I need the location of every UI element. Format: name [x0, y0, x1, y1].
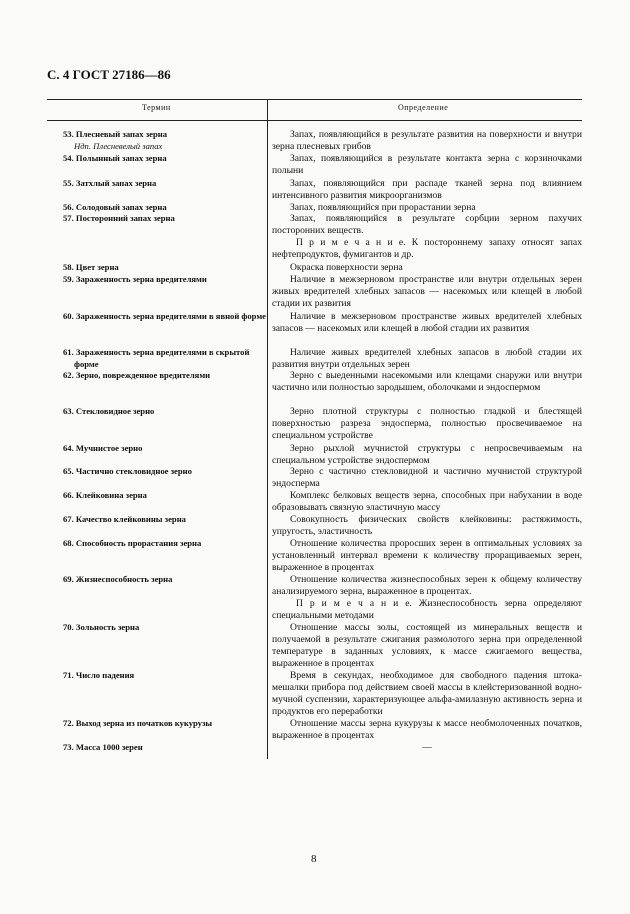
term-name: Цвет зерна: [75, 262, 119, 272]
term-definition: Отношение количества проросших зерен в оптимальных условиях за установленный интервал времени к количеству проращиваемых зерен, выраженное в процентах: [272, 538, 582, 573]
term-definition: Запах, появляющийся при прорастании зерна: [290, 202, 476, 213]
term-definition: Зерно плотной структуры с полностью гладкой и блестящей поверхностью разреза эндосперма, полностью просвечиваемое на специальном устройстве: [272, 406, 582, 441]
term-number: 73.: [63, 742, 74, 752]
term-number: 54.: [63, 153, 74, 163]
term-number: 53.: [63, 129, 74, 139]
term-name: Зараженность зерна вредителями в скрытой форме: [74, 347, 250, 369]
term-name: Плесневый запах зерна: [75, 129, 167, 139]
term-definition: Отношение массы зерна кукурузы к массе необмолоченных початков, выраженное в процентах: [272, 718, 582, 741]
term-number: 71.: [63, 670, 74, 680]
term-number: 70.: [63, 622, 74, 632]
term-number: 58.: [63, 262, 74, 272]
page-number: 8: [311, 853, 317, 865]
term-number: 60.: [63, 311, 74, 321]
term-number: 65.: [63, 466, 74, 476]
column-header-definition: Определение: [398, 103, 449, 112]
term-name: Жизнеспособность зерна: [75, 574, 173, 584]
term-name: Стекловидное зерно: [75, 406, 155, 416]
term-definition: Зерно с частично стекловидной и частично мучнистой структурой эндосперма: [272, 466, 582, 489]
term-number: 66.: [63, 490, 74, 500]
table-top-rule: [47, 99, 582, 100]
term-number: 72.: [63, 718, 74, 728]
term-definition: Совокупность физических свойств клейковины: растяжимость, упругость, эластичность: [272, 514, 582, 537]
term-name: Солодовый запах зерна: [75, 202, 167, 212]
term-note: П р и м е ч а н и е. Жизнеспособность зерна определяют специальными методами: [272, 597, 582, 621]
term-definition: Запах, появляющийся в результате сорбции зерном пахучих посторонних веществ.: [272, 213, 582, 236]
term-alt-name: Ндп. Плесневелый запах: [74, 140, 163, 151]
term-definition: Запах, появляющийся в результате развития на поверхности и внутри зерна плесневых грибов: [272, 129, 582, 152]
term-name: Посторонний запах зерна: [75, 213, 175, 223]
term-definition: —: [422, 742, 432, 753]
term-name: Зольность зерна: [75, 622, 140, 632]
term-name: Масса 1000 зерен: [75, 742, 143, 752]
term-number: 68.: [63, 538, 74, 548]
term-number: 56.: [63, 202, 74, 212]
term-name: Число падения: [75, 670, 135, 680]
term-name: Клейковина зерна: [75, 490, 147, 500]
term-definition: Отношение количества жизнеспособных зерен к общему количеству анализируемого зерна, выраженное в процентах.: [272, 574, 582, 597]
table-column-divider: [267, 99, 268, 759]
column-header-term: Термин: [142, 103, 171, 112]
term-number: 59.: [63, 274, 74, 284]
term-definition: Время в секундах, необходимое для свободного падения штока-мешалки прибора под действием своей массы в клейстеризованной водно-мучной суспензии, характеризующее альфа-амилазную активность зерна и продуктов его переработки: [272, 670, 582, 717]
term-definition: Комплекс белковых веществ зерна, способных при набухании в воде образовывать связную эластичную массу: [272, 490, 582, 513]
term-number: 62.: [63, 370, 74, 380]
term-definition: Зерно рыхлой мучнистой структуры с непросвечиваемым на специальном устройстве эндоспермом: [272, 443, 582, 466]
term-name: Частично стекловидное зерно: [75, 466, 192, 476]
term-number: 55.: [63, 178, 74, 188]
term-note: П р и м е ч а н и е. К постороннему запаху относят запах нефтепродуктов, фумигантов и др.: [272, 236, 582, 260]
term-number: 61.: [63, 347, 74, 357]
term-definition: Запах, появляющийся в результате контакта зерна с корзиночками полыни: [272, 153, 582, 176]
table-header-rule: [47, 120, 582, 121]
term-name: Выход зерна из початков кукурузы: [75, 718, 213, 728]
term-definition: Зерно с выеденными насекомыми или клещами снаружи или внутри частично или полностью зародышем, оболочками и эндоспермом: [272, 370, 582, 393]
term-definition: Наличие в межзерновом пространстве или внутри отдельных зерен живых вредителей хлебных запасов — насекомых или клещей в любой стадии их развития: [272, 274, 582, 309]
term-name: Мучнистое зерно: [75, 443, 143, 453]
term-definition: Запах, появляющийся при распаде тканей зерна под влиянием интенсивного развития микроорганизмов: [272, 178, 582, 201]
term-definition: Окраска поверхности зерна: [290, 262, 403, 273]
term-name: Способность прорастания зерна: [75, 538, 202, 548]
term-definition: Наличие в межзерновом пространстве живых вредителей хлебных запасов — насекомых или клещей в любой стадии их развития: [272, 311, 582, 334]
term-number: 64.: [63, 443, 74, 453]
term-name: Зараженность зерна вредителями в явной форме: [75, 311, 266, 321]
term-number: 69.: [63, 574, 74, 584]
term-definition: Отношение массы золы, состоящей из минеральных веществ и получаемой в результате сжигания размолотого зерна при определенной температуре в заданных условиях, к массе сжигаемого вещества, выраженное в процентах: [272, 622, 582, 669]
term-number: 67.: [63, 514, 74, 524]
term-name: Зерно, поврежденное вредителями: [75, 370, 211, 380]
term-name: Качество клейковины зерна: [75, 514, 186, 524]
term-name: Затхлый запах зерна: [75, 178, 157, 188]
term-number: 57.: [63, 213, 74, 223]
term-name: Полынный запах зерна: [75, 153, 167, 163]
page-header: С. 4 ГОСТ 27186—86: [47, 67, 171, 82]
term-number: 63.: [63, 406, 74, 416]
term-name: Зараженность зерна вредителями: [75, 274, 207, 284]
term-definition: Наличие живых вредителей хлебных запасов в любой стадии их развития внутри отдельных зерен: [272, 347, 582, 370]
